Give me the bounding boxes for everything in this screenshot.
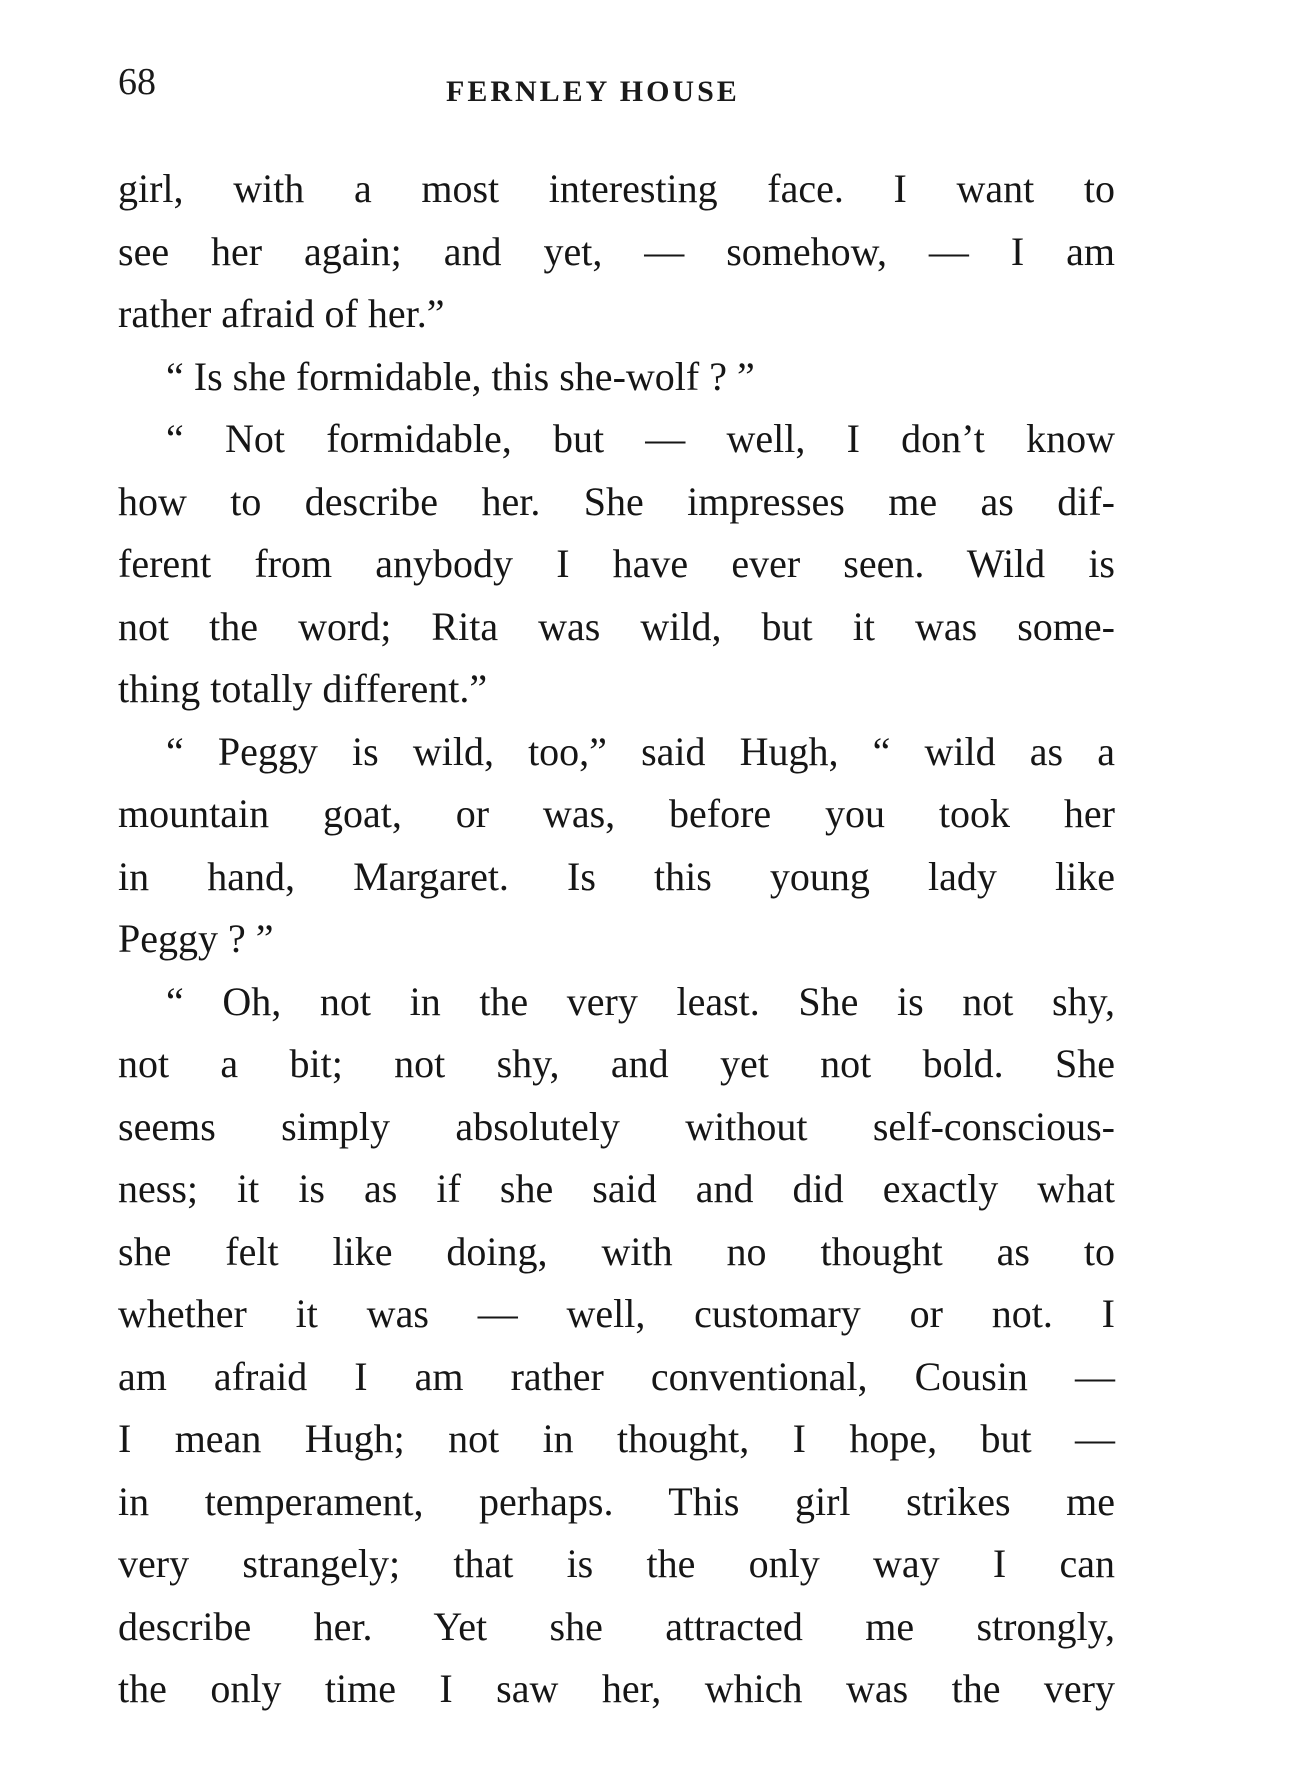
text-line: ness; it is as if she said and did exactly what xyxy=(118,1166,1115,1211)
text-line: describe her. Yet she attracted me strongly, xyxy=(118,1603,1115,1649)
text-line: “ Peggy is wild, too,” said Hugh, “ wild as a xyxy=(166,728,1115,774)
text-line: whether it was — well, customary or not. I xyxy=(118,1291,1115,1336)
text-line: very strangely; that is the only way I can xyxy=(118,1541,1115,1586)
text-line: mountain goat, or was, before you took her xyxy=(118,791,1115,836)
text-line: “ Is she formidable, this she-wolf ? ” xyxy=(166,353,755,399)
text-line: ferent from anybody I have ever seen. Wild is xyxy=(118,541,1115,586)
text-line: “ Oh, not in the very least. She is not shy, xyxy=(166,978,1115,1024)
page-number: 68 xyxy=(118,61,156,103)
text-line: thing totally different.” xyxy=(118,666,488,711)
text-line: in temperament, perhaps. This girl strikes me xyxy=(118,1478,1115,1524)
text-line: am afraid I am rather conventional, Cousin — xyxy=(118,1353,1115,1399)
text-line: see her again; and yet, — somehow, — I am xyxy=(118,228,1115,274)
text-line: in hand, Margaret. Is this young lady like xyxy=(118,853,1115,899)
body-text xyxy=(118,158,1115,1721)
text-line: seems simply absolutely without self-conscious- xyxy=(118,1103,1115,1149)
text-line: rather afraid of her.” xyxy=(118,291,445,336)
running-title: FERNLEY HOUSE xyxy=(446,75,740,108)
text-line: girl, with a most interesting face. I want to xyxy=(118,166,1115,211)
text-line: the only time I saw her, which was the very xyxy=(118,1666,1115,1711)
text-line: Peggy ? ” xyxy=(118,916,274,961)
text-line: not a bit; not shy, and yet not bold. She xyxy=(118,1041,1115,1086)
text-line: not the word; Rita was wild, but it was some- xyxy=(118,603,1115,649)
text-line: I mean Hugh; not in thought, I hope, but — xyxy=(118,1416,1115,1461)
text-line: she felt like doing, with no thought as to xyxy=(118,1228,1115,1274)
text-line: how to describe her. She impresses me as dif- xyxy=(118,478,1115,524)
text-line: “ Not formidable, but — well, I don’t know xyxy=(166,416,1115,461)
